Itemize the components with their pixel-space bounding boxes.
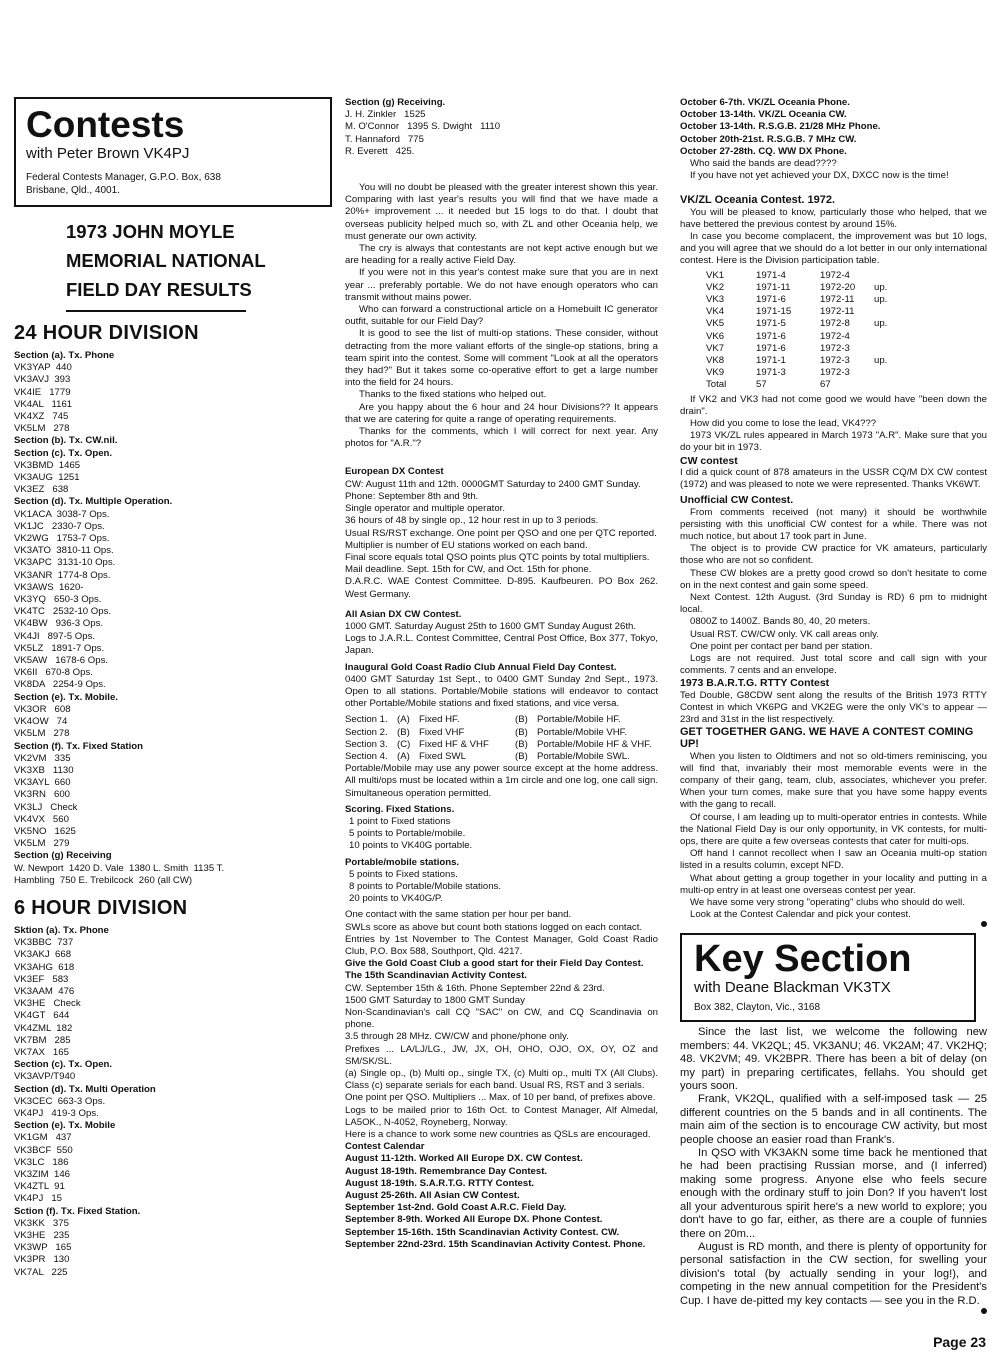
rule-line: Entries by 1st November to The Contest Manager, Gold Coast Radio Club, P.O. Box 588, Southport, Qld. 4217. xyxy=(345,933,658,957)
key-section-text xyxy=(680,1026,987,1314)
table-cell: 1972-11 xyxy=(820,306,855,318)
result-entry: VK4PJ 419-3 Ops. xyxy=(14,1107,99,1119)
key-section-address: Box 382, Clayton, Vic., 3168 xyxy=(694,1002,821,1014)
result-entry: VK3HE 235 xyxy=(14,1230,70,1242)
rule-line: Final score equals total QSO points plus QTC points by total multipliers. xyxy=(345,551,650,563)
paragraph: When you listen to Oldtimers and not so old-timers reminiscing, you will find that, invariably their most memorable events were in the company of their gang, team, club, associates, whichever you prefer. When your turn comes, make sure that you have some happy events with the gang to recall. xyxy=(680,750,987,811)
table-cell: up. xyxy=(874,294,888,306)
bartg-contest xyxy=(680,677,987,726)
table-cell: VK9 xyxy=(706,367,725,379)
table-cell: 1971-6 xyxy=(756,330,786,342)
table-cell: up. xyxy=(874,318,888,330)
result-entry: VK3AVJ 393 xyxy=(14,374,71,386)
calendar-entry: September 1st-2nd. Gold Coast A.R.C. Field Day. xyxy=(345,1202,567,1214)
table-cell: VK6 xyxy=(706,330,725,342)
calendar-entry: August 11-12th. Worked All Europe DX. CW Contest. xyxy=(345,1153,583,1165)
paragraph: You will be pleased to know, particularly those who helped, that we have bettered the previous contest by around 15%. xyxy=(680,206,987,230)
results-24-hour-list xyxy=(14,350,332,887)
section-cell: Fixed HF. xyxy=(419,714,460,726)
result-entry: VK4ZML 182 xyxy=(14,1022,73,1034)
receiving-entry: M. O'Connor 1395 S. Dwight 1110 xyxy=(345,121,501,133)
result-entry: VK3PR 130 xyxy=(14,1254,70,1266)
result-entry: VK1GM 437 xyxy=(14,1132,72,1144)
rule-line: Here is a chance to work some new countries as QSLs are encouraged. xyxy=(345,1129,651,1141)
section-heading: Section (f). Tx. Fixed Station xyxy=(14,740,143,752)
table-cell xyxy=(874,379,904,391)
section-cell: (A) xyxy=(397,714,410,726)
table-cell: VK7 xyxy=(706,342,725,354)
receiving-entry: T. Hannaford 775 xyxy=(345,133,424,145)
table-row xyxy=(706,270,987,282)
cw-contest xyxy=(680,455,987,492)
table-row xyxy=(706,306,987,318)
result-entry: VK4VX 560 xyxy=(14,813,69,825)
result-entry: VK5LM 278 xyxy=(14,423,70,435)
heading-divider xyxy=(66,310,246,312)
gold-coast-power: Portable/Mobile may use any power source except at the home address. All multi/ops must be located within a 1m circle and one log, one call sign. Simultaneous operation permitted. xyxy=(345,763,658,799)
table-cell: 1972-11 xyxy=(820,294,855,306)
rule-line: Usual RS/RST exchange. One point per QSO and one per QTC reported. xyxy=(345,527,657,539)
european-dx-title: European DX Contest xyxy=(345,466,444,478)
section-cell: Fixed VHF xyxy=(419,726,465,738)
scandinavian-contest xyxy=(345,970,658,1141)
result-entry: VK5AW 1678-6 Ops. xyxy=(14,655,109,667)
rule-line: SWLs score as above but count both stations logged on each contact. xyxy=(345,921,643,933)
section-heading: Section (e). Tx. Mobile. xyxy=(14,691,118,703)
result-entry: VK3HE Check xyxy=(14,998,81,1010)
section-row xyxy=(345,751,658,763)
scoring-line: 10 points to VK40G portable. xyxy=(349,840,473,852)
section-cell: Portable/Mobile SWL. xyxy=(537,750,630,762)
unofficial-title: Unofficial CW Contest. xyxy=(680,494,794,507)
result-entry: VK7BM 285 xyxy=(14,1034,71,1046)
section-cell: (B) xyxy=(397,726,410,738)
section-row xyxy=(345,714,658,726)
section-heading: Section (c). Tx. Open. xyxy=(14,1059,113,1071)
all-asian-details xyxy=(345,621,658,658)
scoring-line: 20 points to VK40G/P. xyxy=(349,893,443,905)
result-entry: VK3AYL 660 xyxy=(14,777,71,789)
paragraph: Thanks for the comments, which I will correct for next year. Any photos for "A.R."? xyxy=(345,426,658,450)
result-entry: VK5LM 279 xyxy=(14,838,70,850)
table-cell: 1971-3 xyxy=(756,367,786,379)
gold-coast-sections xyxy=(345,714,658,763)
contests-header-box xyxy=(14,97,332,207)
table-cell: up. xyxy=(874,281,888,293)
scoring-heading: Portable/mobile stations. xyxy=(345,856,460,868)
section-row xyxy=(345,739,658,751)
oceania-notes xyxy=(680,394,987,455)
column-middle xyxy=(345,97,658,1251)
table-row xyxy=(706,355,987,367)
section-heading: Sction (f). Tx. Fixed Station. xyxy=(14,1205,141,1217)
rule-line: CW: August 11th and 12th. 0000GMT Saturday to 2400 GMT Sunday. xyxy=(345,478,641,490)
table-cell: 57 xyxy=(756,379,767,391)
result-entry: VK3RN 600 xyxy=(14,789,70,801)
result-entry: VK4TC 2532-10 Ops. xyxy=(14,606,112,618)
table-cell: 1972-20 xyxy=(820,281,856,293)
rule-line: One point per QSO. Multipliers ... Max. of 10 per band, of prefixes above. xyxy=(345,1092,656,1104)
rule-line: Non-Scandinavian's call CQ "SAC" on CW, and CQ Scandinavia on phone. xyxy=(345,1007,658,1031)
division-24-hour-heading: 24 HOUR DIVISION xyxy=(14,322,199,344)
result-entry: VK3EF 583 xyxy=(14,973,69,985)
scoring-line: 5 points to Portable/mobile. xyxy=(349,828,466,840)
rule-line: Prefixes ... LA/LJ/LG., JW, JX, OH, OHO, OJO, OX, OY, OZ and SM/SK/SL. xyxy=(345,1043,658,1067)
scandinavian-title: The 15th Scandinavian Activity Contest. xyxy=(345,970,527,982)
section-heading: Section (d). Tx. Multiple Operation. xyxy=(14,496,173,508)
paragraph: We have some very strong "operating" clubs who should do well. xyxy=(690,897,965,908)
results-heading xyxy=(66,217,332,304)
table-cell: 67 xyxy=(820,379,831,391)
result-entry: VK4BW 936-3 Ops. xyxy=(14,618,104,630)
gold-coast-scoring-portable xyxy=(345,857,658,906)
paragraph: How did you come to lose the lead, VK4??? xyxy=(690,418,877,430)
section-cell: Section 1. xyxy=(345,714,388,726)
bands-dead-line: Who said the bands are dead???? xyxy=(690,158,837,170)
table-cell: VK2 xyxy=(706,281,725,293)
result-entry: VK8DA 2254-9 Ops. xyxy=(14,679,106,691)
result-entry: VK6II 670-8 Ops. xyxy=(14,667,93,679)
calendar-entry: August 18-19th. Remembrance Day Contest. xyxy=(345,1165,548,1177)
european-dx-details xyxy=(345,479,658,601)
result-entry: VK3APC 3131-10 Ops. xyxy=(14,557,116,569)
calendar-entries xyxy=(345,1153,658,1251)
bartg-text: Ted Double, G8CDW sent along the results of the British 1973 RTTY Contest in which VK6PG and VK2EG were the only VK's to appear — 23rd and 31st in the list respectively. xyxy=(680,689,987,725)
column-right xyxy=(680,97,987,1314)
receiving-entry: J. H. Zinkler 1525 xyxy=(345,109,426,121)
paragraph: What about getting a group together in your locality and putting in a multi-op entry in at least one overseas contest per year. xyxy=(680,872,987,896)
paragraph: Off hand I cannot recollect when I saw an Oceania multi-op station listed in a results column, except NFD. xyxy=(680,848,987,872)
rule-line: 36 hours of 48 by single op., 12 hour rest in up to 3 periods. xyxy=(345,515,599,527)
contests-address-1: Federal Contests Manager, G.P.O. Box, 638 xyxy=(26,172,221,183)
table-cell xyxy=(874,306,904,318)
result-entry: VK1ACA 3038-7 Ops. xyxy=(14,508,110,520)
key-section-box xyxy=(680,933,976,1022)
table-cell: VK1 xyxy=(706,269,725,281)
oceania-text xyxy=(680,207,987,268)
section-cell: (B) xyxy=(515,726,528,738)
result-entry: VK3AWS 1620- xyxy=(14,581,84,593)
calendar-continued xyxy=(680,97,987,158)
bartg-title: 1973 B.A.R.T.G. RTTY Contest xyxy=(680,677,830,690)
paragraph: Are you happy about the 6 hour and 24 hour Divisions?? It appears that we are catering for quite a range of operating requirements. xyxy=(345,401,658,425)
section-cell: (C) xyxy=(397,738,411,750)
rule-line: D.A.R.C. WAE Contest Committee. D-895. Kaufbeuren. PO Box 262. West Germany. xyxy=(345,576,658,600)
paragraph: The object is to provide CW practice for VK amateurs, particularly those who are not so confident. xyxy=(680,543,987,567)
table-cell: 1971-1 xyxy=(756,355,786,367)
calendar-entry: August 18-19th. S.A.R.T.G. RTTY Contest. xyxy=(345,1177,535,1189)
rule-line: Phone: September 8th and 9th. xyxy=(345,490,479,502)
section-cell: Portable/Mobile VHF. xyxy=(537,726,628,738)
rule-line: Single operator and multiple operator. xyxy=(345,503,505,515)
result-entry: VK3EZ 638 xyxy=(14,484,69,496)
result-entry: VK3LJ Check xyxy=(14,801,78,813)
table-cell: Total xyxy=(706,379,727,391)
paragraph: Frank, VK2QL, qualified with a self-imposed task — 25 different countries on the 5 bands and in all continents. The main aim of the section is to encourage CW activity, but most people choose an easier road than Frank's. xyxy=(680,1093,987,1146)
section-cell: (B) xyxy=(515,738,528,750)
table-cell: 1972-3 xyxy=(820,367,850,379)
section-heading: Section (e). Tx. Mobile xyxy=(14,1120,116,1132)
get-together xyxy=(680,726,987,927)
table-cell: 1971-4 xyxy=(756,269,786,281)
contests-subtitle: with Peter Brown VK4PJ xyxy=(26,145,190,162)
result-entry: VK3AHG 618 xyxy=(14,961,75,973)
receiving-entry: R. Everett 425. xyxy=(345,145,415,157)
table-cell: VK3 xyxy=(706,294,725,306)
participation-table xyxy=(706,270,987,392)
paragraph: 0800Z to 1400Z. Bands 80, 40, 20 meters. xyxy=(690,616,871,628)
table-cell: 1972-3 xyxy=(820,342,850,354)
result-entry: VK3CEC 663-3 Ops. xyxy=(14,1095,106,1107)
result-entry: VK3YQ 650-3 Ops. xyxy=(14,594,102,606)
paragraph: Logs are not required. Just total score and call sign with your comments. 7 cents and an envelope. xyxy=(680,652,987,677)
section-cell: Portable/Mobile HF & VHF. xyxy=(537,738,652,750)
paragraph: In QSO with VK3AKN some time back he mentioned that he had been practising Russian morse, and (I inferred) making some progress. Anyone else who feels secure enough with the ordinary stuff to join Don? If you haven't lost all your adventurous spirit here's a new world to explore; you don't have to go far, either, as there are a couple of funnies there on 20m... xyxy=(680,1147,987,1240)
result-entry: VK3KK 375 xyxy=(14,1217,69,1229)
rule-line: (a) Single op., (b) Multi op., single TX, (c) Multi op., multi TX (All Clubs). Class (c) separate serials for each band. Usual RS, RST and 3 serials. xyxy=(345,1068,658,1092)
gold-coast-intro: 0400 GMT Saturday 1st Sept., to 0400 GMT Sunday 2nd Sept., 1973. Open to all stations. Portable/Mobile stations will endeavor to contact other Portable/Mobile stations and fixed stations, and vice versa. xyxy=(345,673,658,710)
calendar-entry: October 20th-21st. R.S.G.B. 7 MHz CW. xyxy=(680,133,857,145)
scoring-line: 5 points to Fixed stations. xyxy=(349,868,458,880)
calendar-entry: August 25-26th. All Asian CW Contest. xyxy=(345,1190,520,1202)
contests-title: Contests xyxy=(26,104,185,145)
calendar-entry: October 6-7th. VK/ZL Oceania Phone. xyxy=(680,97,850,108)
table-cell xyxy=(874,367,904,379)
table-row xyxy=(706,343,987,355)
table-row xyxy=(706,367,987,379)
column-left xyxy=(14,97,332,1279)
calendar-entry: October 13-14th. VK/ZL Oceania CW. xyxy=(680,109,847,121)
rule-line: CW. September 15th & 16th. Phone September 22nd & 23rd. xyxy=(345,982,605,994)
commentary xyxy=(345,182,658,450)
result-entry: VK3AUG 1251 xyxy=(14,472,80,484)
result-entry: VK3ATO 3810-11 Ops. xyxy=(14,545,114,557)
result-entry: VK3WP 165 xyxy=(14,1242,72,1254)
key-section-title: Key Section xyxy=(694,938,912,981)
result-entry: VK4IE 1779 xyxy=(14,386,71,398)
receiving-section xyxy=(345,97,658,158)
result-entry: VK4AL 1161 xyxy=(14,398,73,410)
result-entry: VK4JI 897-5 Ops. xyxy=(14,630,96,642)
section-heading: Section (g) Receiving. xyxy=(345,97,446,108)
result-entry: VK3AAM 476 xyxy=(14,985,75,997)
table-row xyxy=(706,331,987,343)
paragraph: August is RD month, and there is plenty of opportunity for personal satisfaction in the CW section, for swelling your division's total (by actually sending in your log!), and competing in the new annual competition for the President's Cup. I have de-pitted my key contacts — see you in the R.D. xyxy=(680,1240,987,1307)
paragraph: One point per contact per band per station. xyxy=(690,640,873,652)
rule-line: Logs to J.A.R.L. Contest Committee, Central Post Office, Box 377, Tokyo, Japan. xyxy=(345,633,658,657)
section-heading: Section (a). Tx. Phone xyxy=(14,350,115,361)
rule-line: 3.5 through 28 MHz. CW/CW and phone/phone only. xyxy=(345,1031,569,1043)
result-entry: VK3LC 186 xyxy=(14,1156,69,1168)
paragraph: Who can forward a constructional article on a Homebuilt IC generator outfit, suitable for our Field Day? xyxy=(345,304,658,328)
rule-line: 1000 GMT. Saturday August 25th to 1600 GMT Sunday August 26th. xyxy=(345,620,637,632)
rule-line: 1500 GMT Saturday to 1800 GMT Sunday xyxy=(345,994,525,1006)
result-entry: VK3BCF 550 xyxy=(14,1144,73,1156)
result-entry: VK3BBC 737 xyxy=(14,937,74,949)
result-entry: VK4GT 644 xyxy=(14,1010,70,1022)
result-entry: VK3OR 608 xyxy=(14,703,71,715)
oceania-title: VK/ZL Oceania Contest. 1972. xyxy=(680,194,836,207)
section-row xyxy=(345,727,658,739)
table-total-row xyxy=(706,379,987,391)
end-bullet xyxy=(981,921,987,927)
section-cell: Portable/Mobile HF. xyxy=(537,714,621,726)
paragraph: In case you become complacent, the improvement was but 10 logs, and you will agree that we should do a lot better in our only international contest. Here is the Division participation table. xyxy=(680,231,987,267)
rule-line: Multiplier is number of EU stations worked on each band. xyxy=(345,539,588,551)
table-cell: 1971-11 xyxy=(756,281,791,293)
calendar-entry: September 15-16th. 15th Scandinavian Activity Contest. CW. xyxy=(345,1226,620,1238)
table-cell: 1972-4 xyxy=(820,330,850,342)
result-entry: VK3YAP 440 xyxy=(14,362,72,374)
table-cell: 1971-6 xyxy=(756,342,786,354)
scandinavian-details xyxy=(345,983,658,1142)
table-cell: 1971-5 xyxy=(756,318,786,330)
table-cell: 1972-4 xyxy=(820,269,850,281)
table-cell: 1972-8 xyxy=(820,318,850,330)
result-entry: VK5LZ 1891-7 Ops. xyxy=(14,642,105,654)
dxcc-line: If you have not yet achieved your DX, DXCC now is the time! xyxy=(690,170,949,182)
paragraph: You will no doubt be pleased with the greater interest shown this year. Comparing with last year's results you will find that we have made a 20%+ improvement ... it needed but 15 logs to do that. I doubt that overseas publicity helped much so, with ZL and other Oceania help, we must generate our own activity. xyxy=(345,182,658,242)
scoring-line: 1 point to Fixed stations xyxy=(349,815,451,827)
cw-contest-text: I did a quick count of 878 amateurs in the USSR CQ/M DX CW contest (1972) and was pleased to note we were represented. Thanks VK6WT. xyxy=(680,466,987,491)
key-section-subtitle: with Deane Blackman VK3TX xyxy=(694,979,891,997)
section-cell: (B) xyxy=(515,750,528,762)
cw-contest-title: CW contest xyxy=(680,454,738,467)
all-asian-contest xyxy=(345,609,658,658)
paragraph: From comments received (not many) it should be worthwhile persisting with this unofficial CW contest for a while. There was not much notice, but about 17 took part in June. xyxy=(680,506,987,542)
oceania-contest xyxy=(680,194,987,454)
contest-calendar xyxy=(345,1141,658,1251)
gold-coast-scoring-fixed xyxy=(345,804,658,853)
result-entry: VK2VM 335 xyxy=(14,752,71,764)
section-cell: Fixed HF & VHF xyxy=(419,738,489,750)
get-together-text xyxy=(680,751,987,928)
table-cell xyxy=(874,331,904,343)
table-row xyxy=(706,294,987,306)
get-together-title: GET TOGETHER GANG. WE HAVE A CONTEST COMING UP! xyxy=(680,726,974,751)
scoring-line: 8 points to Portable/Mobile stations. xyxy=(349,880,501,892)
result-entry: VK1JC 2330-7 Ops. xyxy=(14,520,105,532)
table-row xyxy=(706,318,987,330)
section-heading: Sktion (a). Tx. Phone xyxy=(14,924,109,936)
contests-address-2: Brisbane, Qld., 4001. xyxy=(26,185,120,196)
paragraph: Of course, I am leading up to multi-operator entries in contests. While the National Field Day is our only opportunity, in VK contests, for multi-ops, there are quite a few overseas contests that cater for multi-ops. xyxy=(680,811,987,847)
result-entry: VK4PJ 15 xyxy=(14,1193,62,1205)
all-asian-title: All Asian DX CW Contest. xyxy=(345,608,462,620)
paragraph: These CW blokes are a pretty good crowd so don't hesitate to come on in the next contest and gain some speed. xyxy=(680,567,987,591)
section-heading: Section (b). Tx. CW.nil. xyxy=(14,435,118,447)
calendar-entry: October 13-14th. R.S.G.B. 21/28 MHz Phone. xyxy=(680,121,881,133)
unofficial-cw-contest xyxy=(680,494,987,677)
calendar-entry: October 27-28th. CQ. WW DX Phone. xyxy=(680,145,847,157)
result-entry: VK4OW 74 xyxy=(14,716,68,728)
rule-line: Logs to be mailed prior to 16th Oct. to Contest Manager, Alf Almedal, LA5OK., N-4052, Royneberg, Norway. xyxy=(345,1104,658,1128)
gold-coast-contest xyxy=(345,662,658,971)
paragraph: The cry is always that contestants are not kept active enough but we are heading for a really active Field Day. xyxy=(345,243,658,267)
result-entry: VK2WG 1753-7 Ops. xyxy=(14,533,110,545)
section-heading: Section (g) Receiving xyxy=(14,850,112,862)
result-entry: VK4XZ 745 xyxy=(14,411,69,423)
rule-line: Give the Gold Coast Club a good start for their Field Day Contest. xyxy=(345,958,644,970)
paragraph: Usual RST. CW/CW only. VK call areas only. xyxy=(690,628,879,640)
scoring-heading: Scoring. Fixed Stations. xyxy=(345,803,455,815)
results-heading-line: MEMORIAL NATIONAL xyxy=(66,250,266,271)
result-entry: VK3ZIM 146 xyxy=(14,1169,70,1180)
calendar-entry: September 8-9th. Worked All Europe DX. Phone Contest. xyxy=(345,1214,603,1226)
gold-coast-rules xyxy=(345,909,658,970)
section-heading: Section (d). Tx. Multi Operation xyxy=(14,1083,156,1095)
results-heading-line: 1973 JOHN MOYLE xyxy=(66,221,235,242)
table-cell: 1971-15 xyxy=(756,306,792,318)
paragraph: Next Contest. 12th August. (3rd Sunday is RD) 6 pm to midnight local. xyxy=(680,591,987,616)
table-cell: up. xyxy=(874,355,888,367)
result-entry: VK7AL 225 xyxy=(14,1266,68,1278)
table-cell xyxy=(874,270,904,282)
result-entry: W. Newport 1420 D. Vale 1380 L. Smith 1135 T. xyxy=(14,862,225,874)
section-cell: Section 3. xyxy=(345,738,388,750)
paragraph: Thanks to the fixed stations who helped out. xyxy=(359,389,547,401)
european-dx-contest xyxy=(345,466,658,600)
section-cell: Section 2. xyxy=(345,726,388,738)
result-entry: VK4ZTL 91 xyxy=(14,1181,65,1193)
paragraph: Look at the Contest Calendar and pick your contest. xyxy=(690,909,911,921)
result-entry: VK3XB 1130 xyxy=(14,764,74,776)
page-number: Page 23 xyxy=(933,1334,986,1350)
result-entry: Hambling 750 E. Trebilcock 260 (all CW) xyxy=(14,874,193,886)
paragraph: It is good to see the list of multi-op stations. These consider, without detracting from the more valiant efforts of the single-op stations, bring a team spirit into the contest. Some will comment "Look at all the operators they had?" But it takes some co-operative effort to get a large number into the field for 24 hours. xyxy=(345,328,658,389)
result-entry: VK7AX 165 xyxy=(14,1046,69,1058)
section-heading: Section (c). Tx. Open. xyxy=(14,447,113,459)
division-6-hour-heading: 6 HOUR DIVISION xyxy=(14,896,188,919)
table-cell: VK4 xyxy=(706,306,725,318)
table-cell: 1971-6 xyxy=(756,294,786,306)
gold-coast-title: Inaugural Gold Coast Radio Club Annual Field Day Contest. xyxy=(345,661,617,673)
section-cell: (A) xyxy=(397,750,410,762)
results-heading-line: FIELD DAY RESULTS xyxy=(66,279,252,300)
section-cell: Section 4. xyxy=(345,750,388,762)
paragraph: If you were not in this year's contest make sure that you are in next year ... preferably portable. We do not have enough operators who can transmit without mains power. xyxy=(345,267,658,303)
result-entry: VK5NO 1625 xyxy=(14,825,76,837)
rule-line: One contact with the same station per hour per band. xyxy=(345,909,572,921)
rule-line: Mail deadline. Sept. 15th for CW, and Oct. 15th for phone. xyxy=(345,564,592,576)
paragraph: If VK2 and VK3 had not come good we would have "been down the drain". xyxy=(680,393,987,417)
section-cell: (B) xyxy=(515,714,528,726)
table-cell: VK8 xyxy=(706,355,725,367)
section-cell: Fixed SWL xyxy=(419,750,466,762)
table-cell xyxy=(874,343,904,355)
table-row xyxy=(706,282,987,294)
result-entry: VK3AVP/T940 xyxy=(14,1071,76,1083)
result-entry: VK3BMD 1465 xyxy=(14,459,81,471)
result-entry: VK5LM 278 xyxy=(14,728,70,740)
paragraph: 1973 VK/ZL rules appeared in March 1973 "A.R". Make sure that you do your bit in 1973. xyxy=(680,430,987,454)
results-6-hour-list xyxy=(14,925,332,1279)
paragraph: Since the last list, we welcome the following new members: 44. VK2QL; 45. VK3ANU; 46. VK2AM; 47. VK2HQ; 48. VK2VM; 49. VK2BPR. There has been a bit of delay (on my part) in preparing certificates, fellahs. You should get yours soon. xyxy=(680,1026,987,1093)
calendar-title: Contest Calendar xyxy=(345,1141,425,1153)
table-cell: 1972-3 xyxy=(820,355,850,367)
result-entry: VK3ANR 1774-8 Ops. xyxy=(14,569,111,581)
end-bullet xyxy=(981,1308,987,1314)
calendar-entry: September 22nd-23rd. 15th Scandinavian Activity Contest. Phone. xyxy=(345,1238,646,1250)
table-cell: VK5 xyxy=(706,318,725,330)
result-entry: VK3AKJ 668 xyxy=(14,949,72,961)
unofficial-text xyxy=(680,507,987,678)
